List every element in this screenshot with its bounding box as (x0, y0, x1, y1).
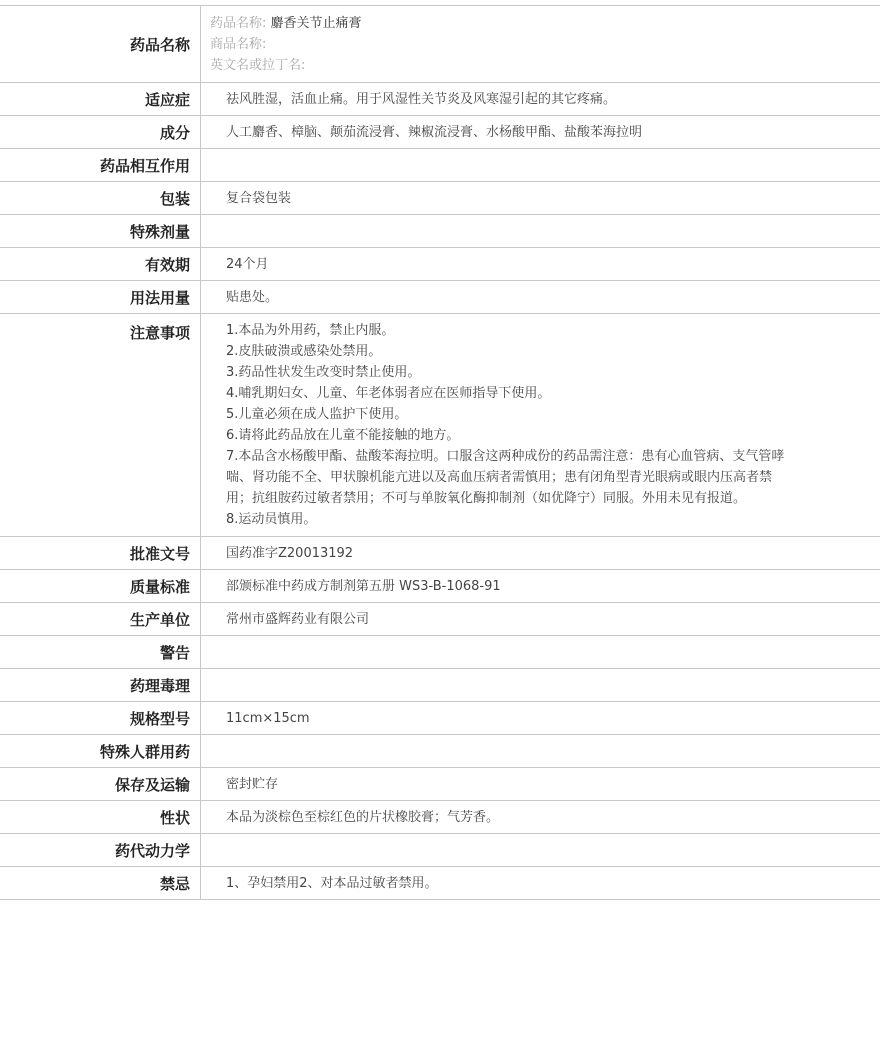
precaution-item: 7.本品含水杨酸甲酯、盐酸苯海拉明。口服含这两种成份的药品需注意：患有心血管病、支气管哮喘、肾功能不全、甲状腺机能亢进以及高血压病者需慎用；患有闭角型青光眼病或眼内压高者禁用；抗组胺药过敏者禁用；不可与单胺氧化酶抑制剂（如优降宁）同服。外用未见有报道。 (226, 449, 785, 506)
row-value: 部颁标准中药成方制剂第五册 WS3-B-1068-91 (201, 570, 880, 603)
name-lines (210, 13, 880, 76)
row-label: 规格型号 (0, 702, 201, 735)
row-label: 警告 (0, 636, 201, 669)
row-specification (0, 702, 880, 735)
row-value: 24个月 (201, 248, 880, 281)
row-value: 常州市盛辉药业有限公司 (201, 603, 880, 636)
row-label: 有效期 (0, 248, 201, 281)
row-value (201, 669, 880, 702)
row-pharmacology (0, 669, 880, 702)
row-warning (0, 636, 880, 669)
row-value: 贴患处。 (201, 281, 880, 314)
row-approval-number (0, 537, 880, 570)
precaution-item: 5.儿童必须在成人监护下使用。 (226, 407, 408, 422)
row-value: 本品为淡棕色至棕红色的片状橡胶膏；气芳香。 (201, 801, 880, 834)
row-special-population (0, 735, 880, 768)
row-label: 质量标准 (0, 570, 201, 603)
row-ingredients (0, 116, 880, 149)
generic-name-value: 麝香关节止痛膏 (270, 15, 362, 31)
row-value: 祛风胜湿，活血止痛。用于风湿性关节炎及风寒湿引起的其它疼痛。 (201, 83, 880, 116)
row-interactions (0, 149, 880, 182)
row-value (201, 636, 880, 669)
precautions-list (226, 320, 791, 530)
row-label: 适应症 (0, 83, 201, 116)
precaution-item: 1.本品为外用药，禁止内服。 (226, 323, 395, 338)
row-drug-name (0, 6, 880, 83)
trade-name-line (210, 34, 880, 55)
precaution-item: 6.请将此药品放在儿童不能接触的地方。 (226, 428, 460, 443)
row-label: 特殊人群用药 (0, 735, 201, 768)
drug-info-table (0, 5, 880, 900)
row-value: 密封贮存 (201, 768, 880, 801)
row-value (201, 314, 880, 537)
row-value (201, 735, 880, 768)
row-value (201, 6, 880, 83)
row-value: 国药准字Z20013192 (201, 537, 880, 570)
latin-name-key: 英文名或拉丁名: (210, 57, 306, 73)
precaution-item: 4.哺乳期妇女、儿童、年老体弱者应在医师指导下使用。 (226, 386, 551, 401)
row-label: 性状 (0, 801, 201, 834)
row-label: 药品名称 (0, 6, 201, 83)
trade-name-key: 商品名称: (210, 36, 267, 52)
row-label: 药品相互作用 (0, 149, 201, 182)
row-value: 1、孕妇禁用2、对本品过敏者禁用。 (201, 867, 880, 900)
precaution-item: 3.药品性状发生改变时禁止使用。 (226, 365, 421, 380)
row-value (201, 149, 880, 182)
row-indication (0, 83, 880, 116)
row-label: 药理毒理 (0, 669, 201, 702)
row-label: 特殊剂量 (0, 215, 201, 248)
row-quality-standard (0, 570, 880, 603)
row-special-dosage (0, 215, 880, 248)
row-storage (0, 768, 880, 801)
row-label: 包装 (0, 182, 201, 215)
row-label: 注意事项 (0, 314, 201, 537)
row-value (201, 215, 880, 248)
generic-name-line (210, 13, 880, 34)
row-value: 复合袋包装 (201, 182, 880, 215)
precaution-item: 2.皮肤破溃或感染处禁用。 (226, 344, 382, 359)
latin-name-line (210, 55, 880, 76)
row-usage (0, 281, 880, 314)
row-label: 用法用量 (0, 281, 201, 314)
row-expiry (0, 248, 880, 281)
row-contraindications (0, 867, 880, 900)
precaution-item: 8.运动员慎用。 (226, 512, 317, 527)
generic-name-key: 药品名称: (210, 15, 267, 31)
row-value: 11cm×15cm (201, 702, 880, 735)
row-label: 成分 (0, 116, 201, 149)
row-pharmacokinetics (0, 834, 880, 867)
row-label: 保存及运输 (0, 768, 201, 801)
row-precautions (0, 314, 880, 537)
row-value: 人工麝香、樟脑、颠茄流浸膏、辣椒流浸膏、水杨酸甲酯、盐酸苯海拉明 (201, 116, 880, 149)
row-manufacturer (0, 603, 880, 636)
row-label: 生产单位 (0, 603, 201, 636)
row-appearance (0, 801, 880, 834)
row-value (201, 834, 880, 867)
row-label: 禁忌 (0, 867, 201, 900)
row-packaging (0, 182, 880, 215)
row-label: 批准文号 (0, 537, 201, 570)
row-label: 药代动力学 (0, 834, 201, 867)
